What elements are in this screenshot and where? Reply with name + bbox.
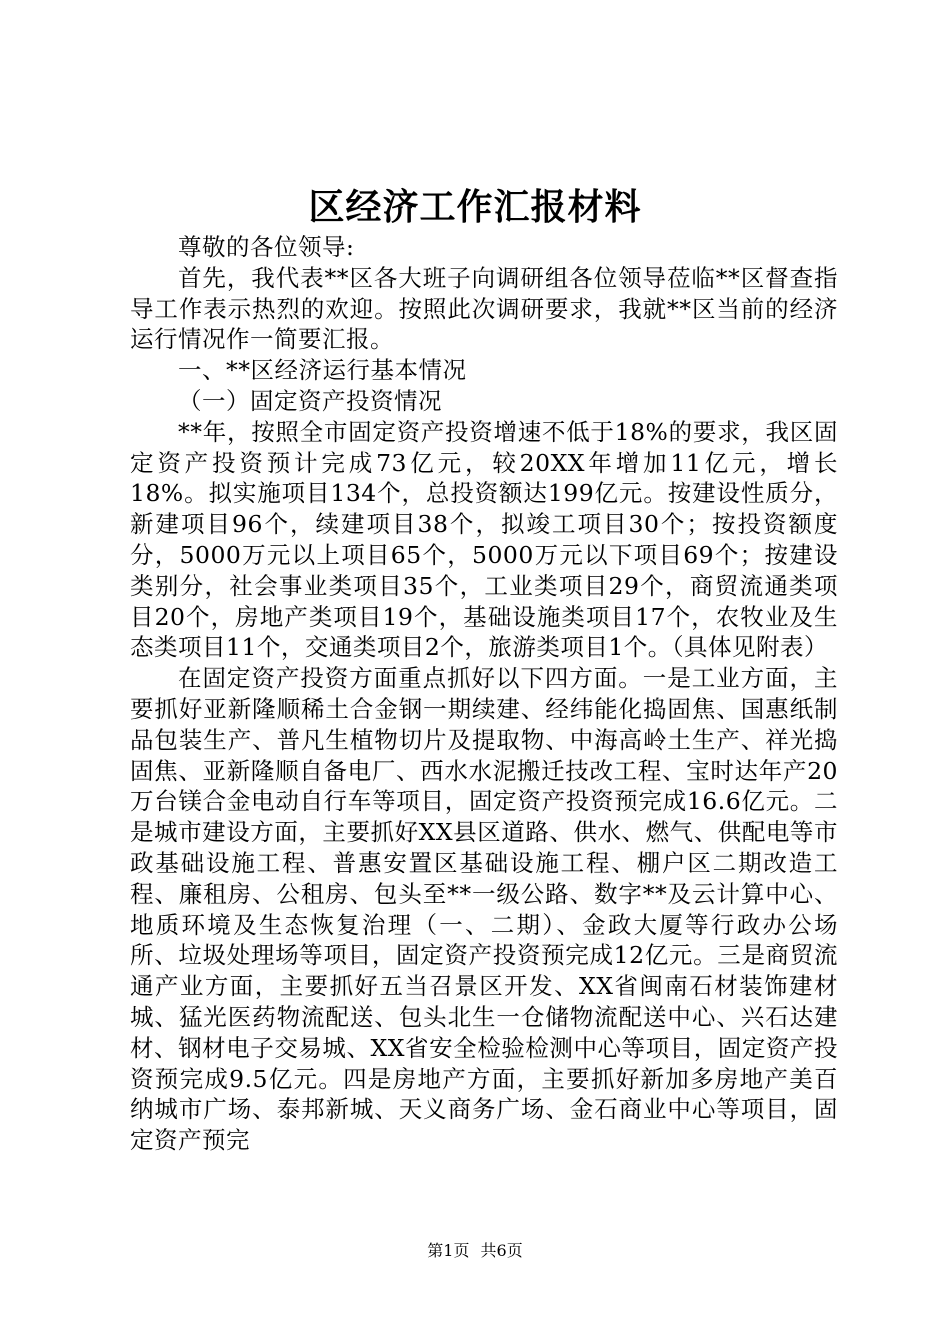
page-footer (0, 1240, 950, 1262)
paragraph-focus-areas: 在固定资产投资方面重点抓好以下四方面。一是工业方面，主要抓好亚新隆顺稀土合金钢一期续建、经纬能化捣固焦、国惠纸制品包装生产、普凡生植物切片及提取物、中海高岭土生产、祥光捣固焦、亚新隆顺自备电厂、西水水泥搬迁技改工程、宝时达年产20万台镁合金电动自行车等项目，固定资产投资预完成16.6亿元。二是城市建设方面，主要抓好XX县区道路、供水、燃气、供配电等市政基础设施工程、普惠安置区基础设施工程、棚户区二期改造工程、廉租房、公租房、包头至**一级公路、数字**及云计算中心、地质环境及生态恢复治理（一、二期）、金政大厦等行政办公场所、垃圾处理场等项目，固定资产投资预完成12亿元。三是商贸流通产业方面，主要抓好五当召景区开发、XX省闽南石材装饰建材城、猛光医药物流配送、包头北生一仓储物流配送中心、兴石达建材、钢材电子交易城、XX省安全检验检测中心等项目，固定资产投资预完成9.5亿元。四是房地产方面，主要抓好新加多房地产美百纳城市广场、泰邦新城、天义商务广场、金石商业中心等项目，固定资产预完 (130, 664, 838, 1155)
page-number: 第1页 (427, 1241, 470, 1260)
paragraph-intro: 首先，我代表**区各大班子向调研组各位领导莅临**区督查指导工作表示热烈的欢迎。按照此次调研要求，我就**区当前的经济运行情况作一简要汇报。 (130, 263, 838, 354)
document-title: 区经济工作汇报材料 (308, 187, 642, 228)
section-heading: 一、**区经济运行基本情况 (178, 356, 467, 385)
document-body (130, 232, 838, 1156)
salutation: 尊敬的各位领导: (178, 233, 355, 261)
paragraph-investment: **年，按照全市固定资产投资增速不低于18%的要求，我区固定资产投资预计完成73亿元，较20XX年增加11亿元，增长18%。拟实施项目134个，总投资额达199亿元。按建设性质分，新建项目96个，续建项目38个，拟竣工项目30个；按投资额度分，5000万元以上项目65个，5000万元以下项目69个；按建设类别分，社会事业类项目35个，工业类项目29个，商贸流通类项目20个，房地产类项目19个，基础设施类项目17个，农牧业及生态类项目11个，交通类项目2个，旅游类项目1个。（具体见附表） (130, 417, 838, 662)
page-total: 共6页 (480, 1241, 523, 1260)
subsection-heading: （一）固定资产投资情况 (178, 386, 442, 415)
